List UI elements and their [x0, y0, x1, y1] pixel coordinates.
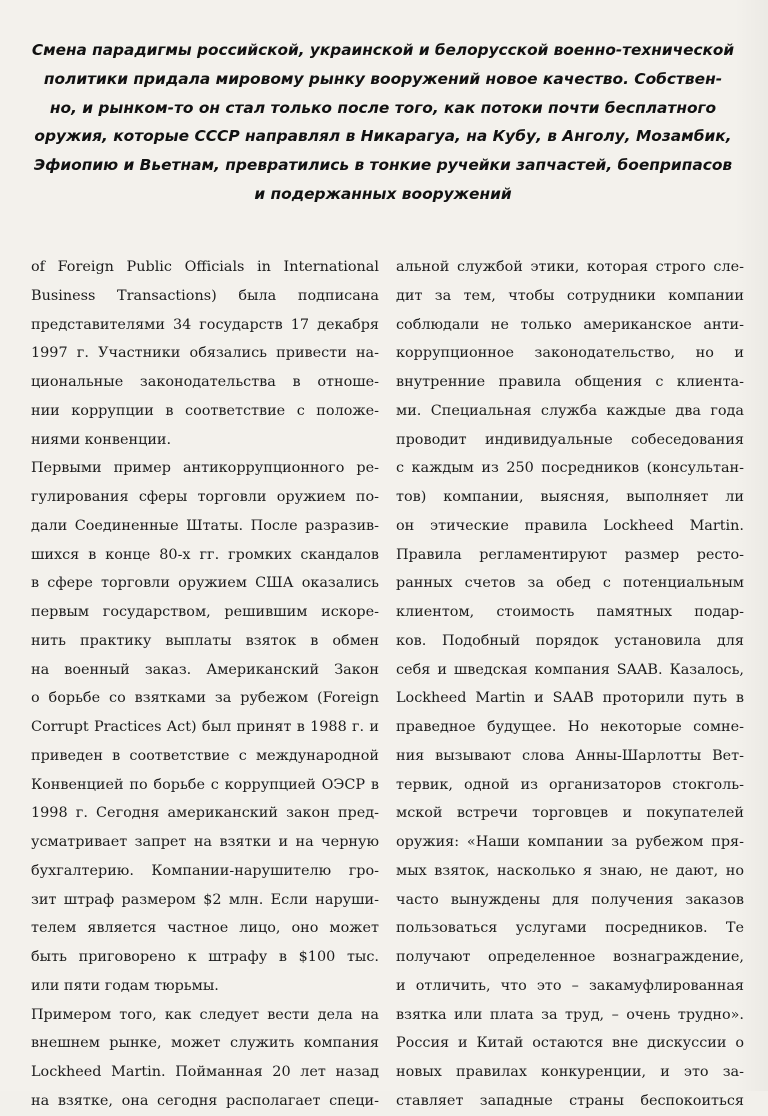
text-line: оружия: «Наши компании за рубежом пря-: [396, 834, 744, 850]
text-line: мской встречи торговцев и покупателей: [396, 805, 744, 822]
text-line: быть приговорено к штрафу в $100 тыс.: [31, 949, 379, 965]
text-line: получают определенное вознаграждение,: [396, 949, 744, 965]
text-line: Business Transactions) была подписана: [31, 287, 379, 304]
pull-quote-line: и подержанных вооружений: [254, 184, 512, 203]
text-line: проводит индивидуальные собеседования: [396, 431, 744, 448]
text-line: клиентом, стоимость памятных подар-: [396, 604, 744, 620]
text-line: взятка или плата за труд, – очень трудно».: [396, 1006, 744, 1023]
text-line: на военный заказ. Американский Закон: [31, 661, 379, 678]
text-line: или пяти годам тюрьмы.: [31, 977, 219, 994]
text-line: Corrupt Practices Act) был принят в 1988 г. и: [31, 719, 379, 735]
text-line: он этические правила Lockheed Martin.: [396, 517, 744, 534]
text-line: в сфере торговли оружием США оказались: [31, 575, 379, 592]
text-line: пользоваться услугами посредников. Те: [396, 920, 744, 937]
text-line: часто вынуждены для получения заказов: [396, 891, 744, 908]
pull-quote-line: Смена парадигмы российской, украинской и белорусской военно-технической: [31, 41, 735, 59]
text-line: дит за тем, чтобы сотрудники компании: [396, 287, 744, 304]
text-line: с каждым из 250 посредников (консультан-: [396, 460, 744, 477]
text-line: Первыми пример антикоррупционного ре-: [31, 460, 379, 477]
text-line: шихся в конце 80-х гг. громких скандалов: [31, 546, 379, 563]
text-line: ниями конвенции.: [31, 431, 172, 448]
text-line: Примером того, как следует вести дела на: [31, 1006, 379, 1023]
text-line: бухгалтерию. Компании-нарушителю гро-: [31, 862, 379, 879]
text-line: приведен в соответствие с международной: [31, 747, 379, 764]
pull-quote: [30, 36, 736, 209]
text-line: внутренние правила общения с клиента-: [396, 374, 744, 390]
text-line: нить практику выплаты взяток в обмен: [31, 632, 379, 649]
text-line: на взятке, она сегодня располагает специ-: [31, 1092, 379, 1109]
left-text-column: [31, 253, 379, 1116]
text-line: 1997 г. Участники обязались привести на-: [31, 345, 379, 362]
text-line: зит штраф размером $2 млн. Если наруши-: [31, 891, 379, 908]
text-line: соблюдали не только американское анти-: [396, 316, 744, 333]
text-line: коррупционное законодательство, но и: [396, 345, 744, 362]
text-line: себя и шведская компания SAAB. Казалось,: [396, 661, 744, 678]
text-line: ния вызывают слова Анны-Шарлотты Вет-: [396, 747, 744, 764]
text-line: нии коррупции в соответствие с положе-: [31, 402, 379, 419]
text-line: Правила регламентируют размер ресто-: [396, 546, 744, 563]
text-line: внешнем рынке, может служить компания: [31, 1035, 379, 1052]
text-line: усматривает запрет на взятки и на черную: [31, 834, 379, 850]
pull-quote-line: оружия, которые СССР направлял в Никарагуа, на Кубу, в Анголу, Мозамбик,: [34, 127, 732, 146]
text-line: и отличить, что это – закамуфлированная: [396, 977, 744, 994]
text-line: Lockheed Martin. Пойманная 20 лет назад: [31, 1064, 379, 1080]
text-line: альной службой этики, которая строго сле-: [396, 259, 744, 275]
pull-quote-line: Эфиопию и Вьетнам, превратились в тонкие ручейки запчастей, боеприпасов: [33, 156, 733, 175]
text-line: ранных счетов за обед с потенциальным: [396, 575, 744, 592]
pull-quote-line: но, и рынком-то он стал только после того, как потоки почти бесплатного: [49, 98, 717, 117]
text-line: ми. Специальная служба каждые два года: [396, 402, 744, 419]
text-line: тов) компании, выясняя, выполняет ли: [396, 489, 744, 505]
text-line: мых взяток, насколько я знаю, не дают, но: [396, 862, 744, 879]
text-line: циональные законодательства в отноше-: [31, 374, 379, 390]
text-line: первым государством, решившим искоре-: [31, 604, 379, 620]
text-line: о борьбе со взятками за рубежом (Foreign: [31, 690, 379, 707]
text-line: Конвенцией по борьбе с коррупцией ОЭСР в: [31, 776, 379, 793]
text-line: ков. Подобный порядок установила для: [396, 632, 744, 649]
text-line: 1998 г. Сегодня американский закон пред-: [31, 805, 379, 822]
text-line: представителями 34 государств 17 декабря: [31, 316, 379, 333]
text-line: Россия и Китай остаются вне дискуссии о: [396, 1035, 744, 1052]
text-line: дали Соединенные Штаты. После разразив-: [31, 517, 379, 534]
text-line: новых правилах конкуренции, и это за-: [396, 1064, 744, 1080]
right-text-column: [396, 253, 744, 1116]
text-line: тервик, одной из организаторов стокголь-: [396, 776, 744, 793]
text-line: телем является частное лицо, оно может: [31, 920, 379, 937]
text-line: Lockheed Martin и SAAB проторили путь в: [396, 690, 744, 707]
pull-quote-line: политики придала мировому рынку вооружений новое качество. Собствен-: [43, 69, 723, 88]
text-line: гулирования сферы торговли оружием по-: [31, 489, 379, 505]
text-line: праведное будущее. Но некоторые сомне-: [396, 719, 744, 735]
text-line: ставляет западные страны беспокоиться: [396, 1092, 744, 1109]
text-line: of Foreign Public Officials in International: [31, 259, 379, 275]
